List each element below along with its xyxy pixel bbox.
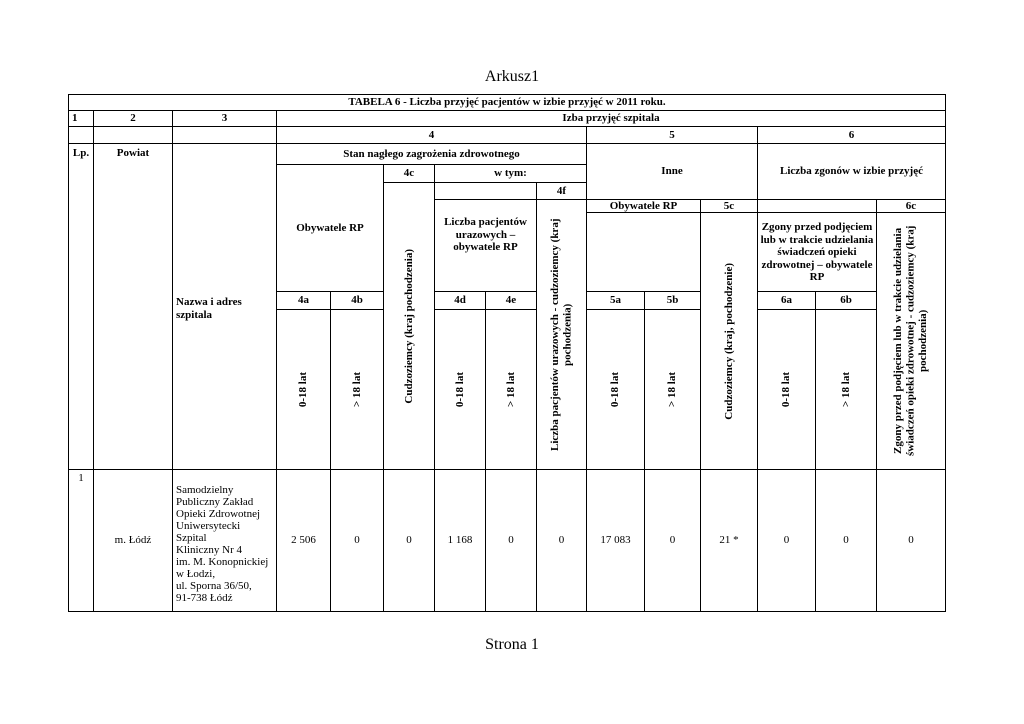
blank-cell [69, 127, 94, 144]
age-0-18-4d: 0-18 lat [453, 371, 466, 408]
header-zgony: Liczba zgonów w izbie przyjęć [758, 144, 946, 200]
header-5c: 5c [701, 200, 758, 213]
header-obywatele-rp-5: Obywatele RP [587, 200, 701, 213]
header-zgony-rp: Zgony przed podjęciem lub w trakcie udzielania świadczeń opieki zdrowotnej – obywatele RP [758, 213, 877, 292]
header-urazowi-cudzoziemcy: Liczba pacjentów urazowych - cudzoziemcy (kraj pochodzenia) [549, 218, 574, 451]
age-0-18-6a: 0-18 lat [780, 371, 793, 408]
age-over-18-5b: > 18 lat [666, 372, 679, 407]
age-cell [758, 310, 816, 470]
col-number-5: 5 [587, 127, 758, 144]
age-0-18-5a: 0-18 lat [609, 371, 622, 408]
header-6c: 6c [877, 200, 946, 213]
header-powiat: Powiat [94, 144, 173, 470]
value-4a: 2 506 [277, 470, 331, 612]
age-cell [435, 310, 486, 470]
col-number-3: 3 [173, 111, 277, 127]
col-number-1: 1 [69, 111, 94, 127]
izba-przyjec-header: Izba przyjęć szpitala [277, 111, 946, 127]
header-4e: 4e [486, 292, 537, 310]
header-6a: 6a [758, 292, 816, 310]
table-title: TABELA 6 - Liczba przyjęć pacjentów w izbie przyjęć w 2011 roku. [69, 95, 946, 111]
value-4f: 0 [537, 470, 587, 612]
header-urazowi-rp: Liczba pacjentów urazowych – obywatele RP [435, 200, 537, 292]
header-cudzoziemcy-4c-cell [384, 183, 435, 470]
age-cell [277, 310, 331, 470]
sheet-title: Arkusz1 [484, 68, 540, 85]
header-4c: 4c [384, 165, 435, 183]
blank-cell [435, 183, 537, 200]
value-5c: 21 * [701, 470, 758, 612]
header-zgony-cudzoziemcy: Zgony przed podjęciem lub w trakcie udzielania świadczeń opieki zdrowotnej - cudzoziemcy (kraj pochodzenia) [892, 225, 930, 457]
header-4d: 4d [435, 292, 486, 310]
value-4e: 0 [486, 470, 537, 612]
value-6a: 0 [758, 470, 816, 612]
age-over-18-6b: > 18 lat [839, 372, 852, 407]
row-lp: 1 [69, 470, 94, 612]
header-4b: 4b [331, 292, 384, 310]
row-szpital: Samodzielny Publiczny Zakład Opieki Zdrowotnej Uniwersytecki Szpital Kliniczny Nr 4 im. M. Konopnickiej w Łodzi, ul. Sporna 36/50, 91-738 Łódź [173, 470, 277, 612]
age-0-18-4a: 0-18 lat [297, 371, 310, 408]
header-cudzoziemcy-4c: Cudzoziemcy (kraj pochodzenia) [402, 248, 415, 404]
age-cell [486, 310, 537, 470]
value-6b: 0 [816, 470, 877, 612]
value-4c: 0 [384, 470, 435, 612]
value-5b: 0 [645, 470, 701, 612]
header-4f: 4f [537, 183, 587, 200]
header-urazowi-cudzoziemcy-cell [537, 200, 587, 470]
blank-cell [758, 200, 877, 213]
header-stan-naglego: Stan nagłego zagrożenia zdrowotnego [277, 144, 587, 165]
value-5a: 17 083 [587, 470, 645, 612]
header-cudzoziemcy-5c: Cudzoziemcy (kraj, pochodzenie) [722, 262, 735, 420]
age-cell [645, 310, 701, 470]
row-powiat: m. Łódź [94, 470, 173, 612]
header-inne: Inne [587, 144, 758, 200]
header-5b: 5b [645, 292, 701, 310]
header-nazwa-cell [173, 144, 277, 470]
age-cell [816, 310, 877, 470]
header-nazwa: Nazwa i adres szpitala [176, 296, 242, 321]
header-zgony-cudzoziemcy-cell [877, 213, 946, 470]
page-footer: Strona 1 [485, 636, 539, 653]
admissions-table [68, 94, 946, 612]
header-w-tym: w tym: [435, 165, 587, 183]
age-over-18-4b: > 18 lat [350, 372, 363, 407]
header-obywatele-rp: Obywatele RP [277, 165, 384, 292]
age-over-18-4e: > 18 lat [504, 372, 517, 407]
blank-cell [94, 127, 173, 144]
age-cell [331, 310, 384, 470]
age-cell [587, 310, 645, 470]
header-4a: 4a [277, 292, 331, 310]
col-number-2: 2 [94, 111, 173, 127]
header-5a: 5a [587, 292, 645, 310]
col-number-4: 4 [277, 127, 587, 144]
header-6b: 6b [816, 292, 877, 310]
blank-cell [587, 213, 701, 292]
value-4b: 0 [331, 470, 384, 612]
col-number-6: 6 [758, 127, 946, 144]
value-6c: 0 [877, 470, 946, 612]
value-4d: 1 168 [435, 470, 486, 612]
header-lp: Lp. [69, 144, 94, 470]
blank-cell [173, 127, 277, 144]
header-cudzoziemcy-5c-cell [701, 213, 758, 470]
